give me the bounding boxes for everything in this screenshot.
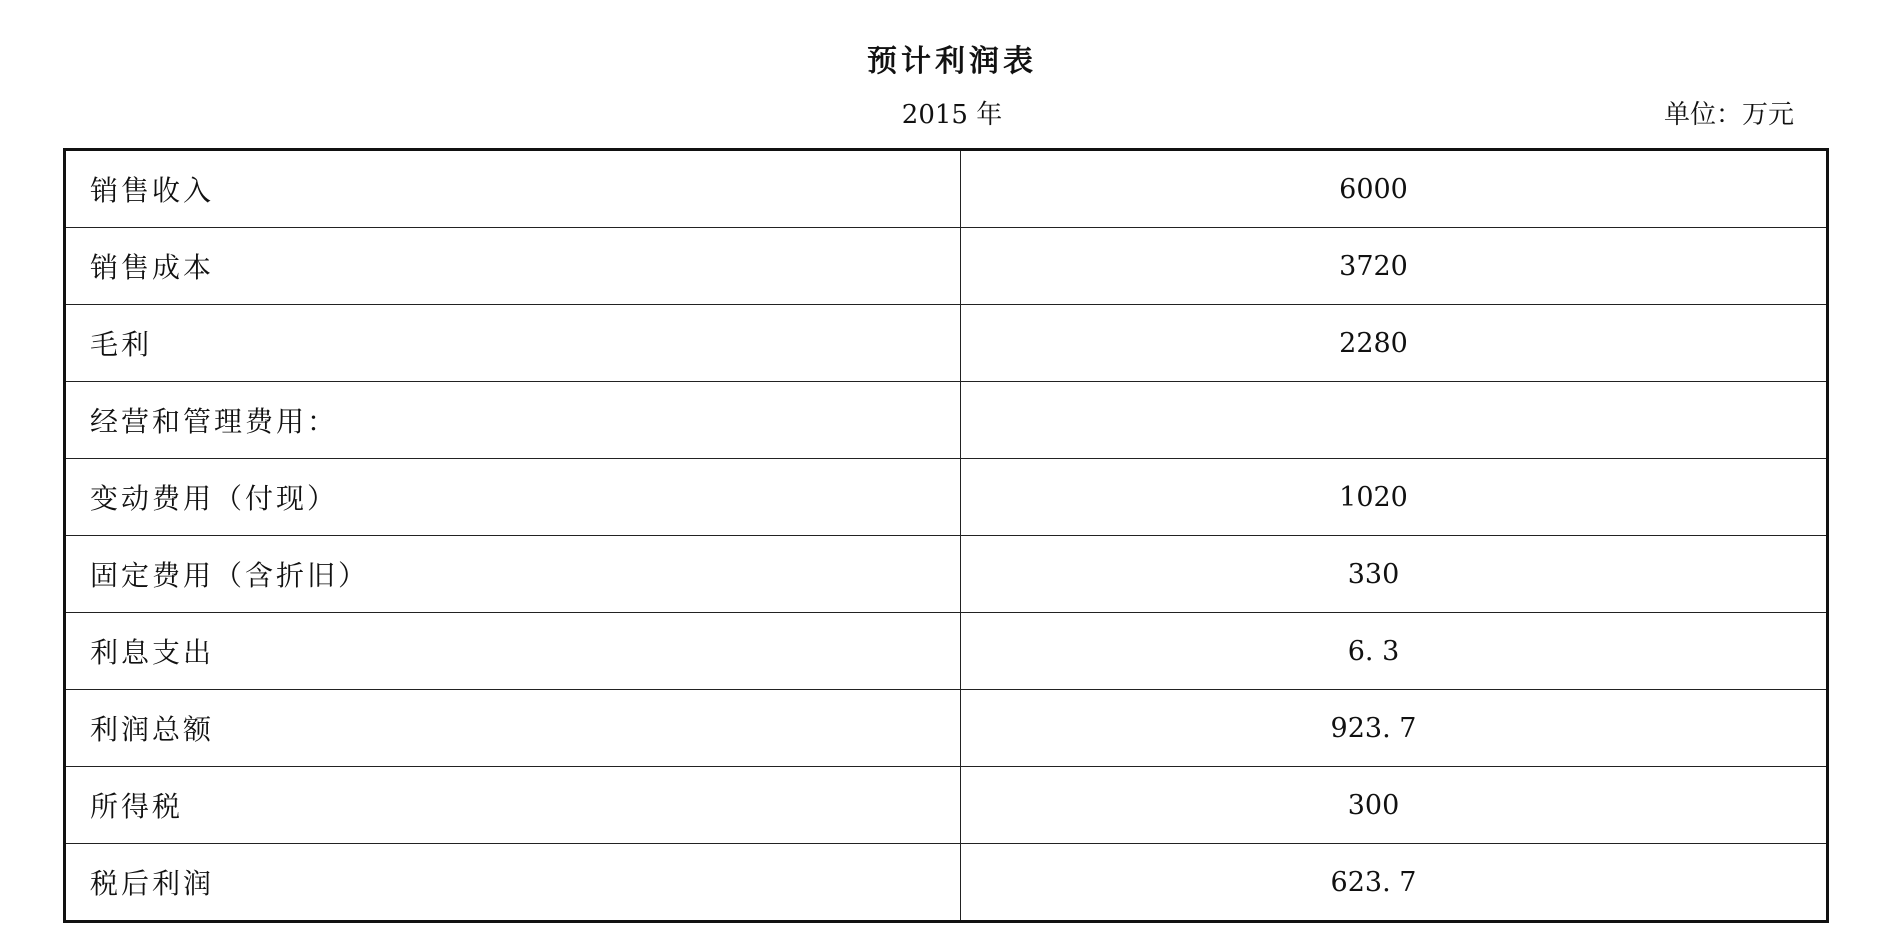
table-row bbox=[65, 536, 1828, 613]
table-row bbox=[65, 690, 1828, 767]
table-row bbox=[65, 844, 1828, 922]
table-row bbox=[65, 305, 1828, 382]
profit-statement-table bbox=[63, 148, 1829, 923]
row-item-label: 利润总额 bbox=[65, 690, 961, 767]
row-item-label: 经营和管理费用： bbox=[65, 382, 961, 459]
table-row bbox=[65, 767, 1828, 844]
row-amount: 6000 bbox=[961, 150, 1828, 228]
row-item-label: 销售成本 bbox=[65, 228, 961, 305]
document-title: 预计利润表 bbox=[867, 44, 1037, 79]
row-amount: 3720 bbox=[961, 228, 1828, 305]
row-amount: 623. 7 bbox=[961, 844, 1828, 922]
row-item-label: 固定费用（含折旧） bbox=[65, 536, 961, 613]
row-amount: 1020 bbox=[961, 459, 1828, 536]
row-amount: 330 bbox=[961, 536, 1828, 613]
row-amount: 923. 7 bbox=[961, 690, 1828, 767]
table-row bbox=[65, 150, 1828, 228]
row-item-label: 利息支出 bbox=[65, 613, 961, 690]
table-row bbox=[65, 382, 1828, 459]
row-item-label: 毛利 bbox=[65, 305, 961, 382]
table-row bbox=[65, 613, 1828, 690]
row-item-label: 变动费用（付现） bbox=[65, 459, 961, 536]
row-amount: 6. 3 bbox=[961, 613, 1828, 690]
unit-label: 单位：万元 bbox=[1663, 100, 1794, 130]
row-item-label: 所得税 bbox=[65, 767, 961, 844]
table-row bbox=[65, 228, 1828, 305]
row-amount bbox=[961, 382, 1828, 459]
row-item-label: 销售收入 bbox=[65, 150, 961, 228]
row-amount: 300 bbox=[961, 767, 1828, 844]
report-year: 2015 年 bbox=[901, 100, 1003, 130]
table-row bbox=[65, 459, 1828, 536]
row-item-label: 税后利润 bbox=[65, 844, 961, 922]
row-amount: 2280 bbox=[961, 305, 1828, 382]
